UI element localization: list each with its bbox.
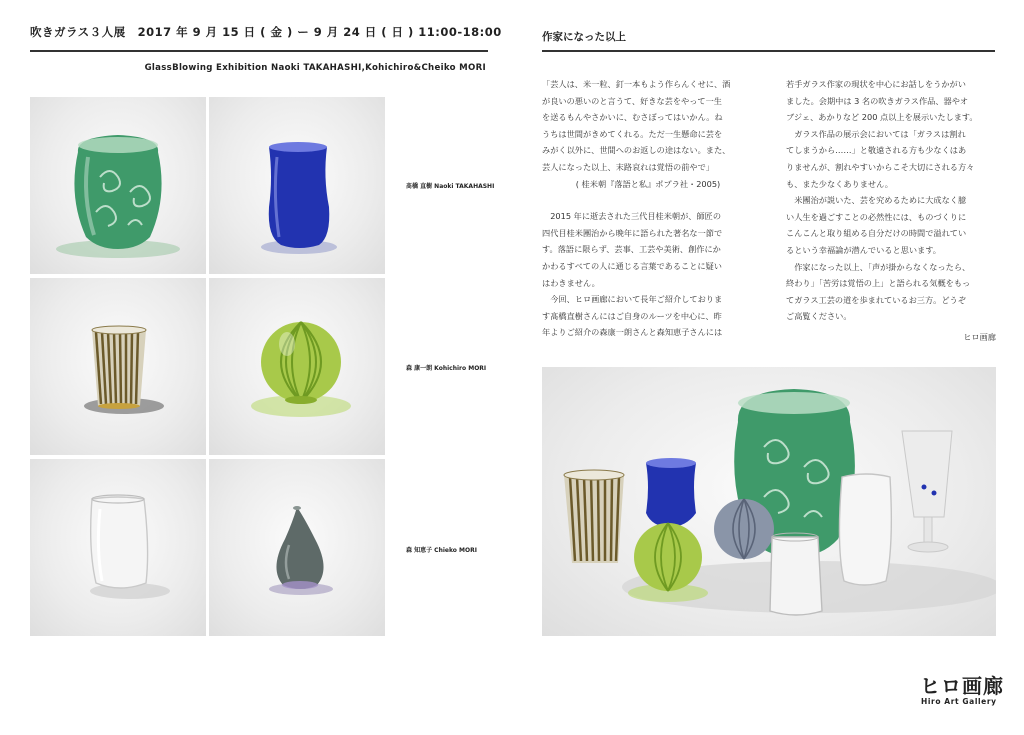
paragraph-line: てしまうから……」と敬遠される方も少なくはあ: [786, 145, 967, 156]
green-vase-illustration: [30, 97, 206, 274]
paragraph-line: い人生を過ごすことの必然性には、ものづくりに: [786, 211, 967, 222]
quote-line: 「芸人は、米一粒、釘一本もよう作らんくせに、酒: [542, 79, 731, 89]
photo-striped-cup: [30, 278, 206, 455]
photo-clear-tumbler: [30, 459, 206, 636]
clear-tumbler-illustration: [30, 459, 206, 636]
artist-label-chieko: 森 知恵子 Chieko MORI: [406, 547, 477, 554]
quote-line: みがく以外に、世間へのお返しの途はない。また、: [542, 145, 731, 156]
paragraph-line: 年よりご紹介の森康一朗さんと森知恵子さんには: [542, 327, 723, 338]
paragraph-line: ご高覧ください。: [786, 311, 852, 322]
lime-ball-illustration: [209, 278, 385, 455]
paragraph-line: も、また少なくありません。: [786, 178, 893, 189]
photo-lime-ball: [209, 278, 385, 455]
exhibition-subtitle: GlassBlowing Exhibition Naoki TAKAHASHI,Kohichiro&Cheiko MORI: [144, 63, 486, 73]
paragraph-line: ました。会期中は 3 名の吹きガラス作品、器やオ: [786, 95, 969, 106]
paragraph-line: るという幸福論が潜んでいると思います。: [786, 244, 941, 255]
essay-heading: 作家になった以上: [542, 31, 626, 43]
paragraph-line: りませんが、割れやすいからこそ大切にされる方々: [786, 161, 975, 172]
quote-line: 芸人になった以上、末路哀れは覚悟の前やで」: [542, 161, 714, 172]
gallery-logo-en: Hiro Art Gallery: [921, 697, 997, 706]
paragraph-line: 作家になった以上、「声が掛からなくなったら、: [794, 261, 971, 272]
quote-line: が良いの悪いのと言うて、好きな芸をやって一生: [542, 95, 722, 106]
artist-label-kohichiro: 森 康一朗 Kohichiro MORI: [406, 365, 487, 372]
essay-column-1: [542, 76, 754, 341]
paragraph-line: す。落語に限らず、芸事、工芸や美術、創作にか: [542, 244, 721, 255]
paragraph-line: 今回、ヒロ画廊において長年ご紹介しておりま: [550, 294, 723, 305]
quote-line: うちは世間がきめてくれる。ただ一生懸命に芸を: [542, 128, 723, 139]
paragraph-line: 若手ガラス作家の現状を中心にお話しをうかがい: [786, 79, 966, 89]
paragraph-line: 2015 年に逝去された三代目桂米朝が、師匠の: [550, 211, 722, 222]
paragraph-line: かわるすべての人に通じる言葉であることに疑い: [542, 260, 722, 271]
paragraph-line: 終わり」「苦労は覚悟の上」と語られる気概をもっ: [786, 278, 971, 289]
paragraph-line: 米團治が説いた、芸を究めるために大成なく臆: [794, 195, 967, 206]
photo-blue-cup: [209, 97, 385, 274]
paragraph-line: す髙橋直樹さんにはご自身のルーツを中心に、昨: [542, 310, 722, 321]
header-rule-left: [30, 50, 488, 52]
paragraph-line: ブジェ、あかりなど 200 点以上を展示いたします。: [786, 112, 978, 123]
striped-cup-illustration: [30, 278, 206, 455]
quote-line: を送るもんやさかいに、むさぼってはいかん。ね: [542, 112, 723, 123]
exhibition-header: 吹きガラス３人展 2017 年 9 月 15 日 ( 金 ) ー 9 月 24 日 ( 日 ) 11:00-18:00: [30, 25, 502, 39]
group-still-life-illustration: [542, 367, 996, 636]
paragraph-line: ガラス作品の展示会においては「ガラスは割れ: [794, 128, 966, 139]
grey-teardrop-illustration: [209, 459, 385, 636]
gallery-logo-jp: ヒロ画廊: [920, 674, 1004, 698]
paragraph-line: はわきません。: [542, 277, 600, 288]
paragraph-line: てガラス工芸の道を歩まれているお三方。どうぞ: [786, 294, 966, 305]
quote-citation: ( 桂米朝『落語と私』ポプラ社・2005): [575, 178, 721, 189]
paragraph-line: 四代目桂米團治から晩年に語られた著名な一節で: [542, 227, 723, 238]
photo-grey-teardrop: [209, 459, 385, 636]
essay-signature: ヒロ画廊: [963, 331, 996, 342]
paragraph-line: こんこんと取り組める自分だけの時間で溢れてい: [786, 228, 967, 239]
essay-column-2: [786, 76, 996, 346]
photo-group-still-life: [542, 367, 996, 636]
header-rule-right: [542, 50, 995, 52]
blue-cup-illustration: [209, 97, 385, 274]
artist-label-takahashi: 髙橋 直樹 Naoki TAKAHASHI: [406, 183, 495, 190]
photo-green-vase: [30, 97, 206, 274]
